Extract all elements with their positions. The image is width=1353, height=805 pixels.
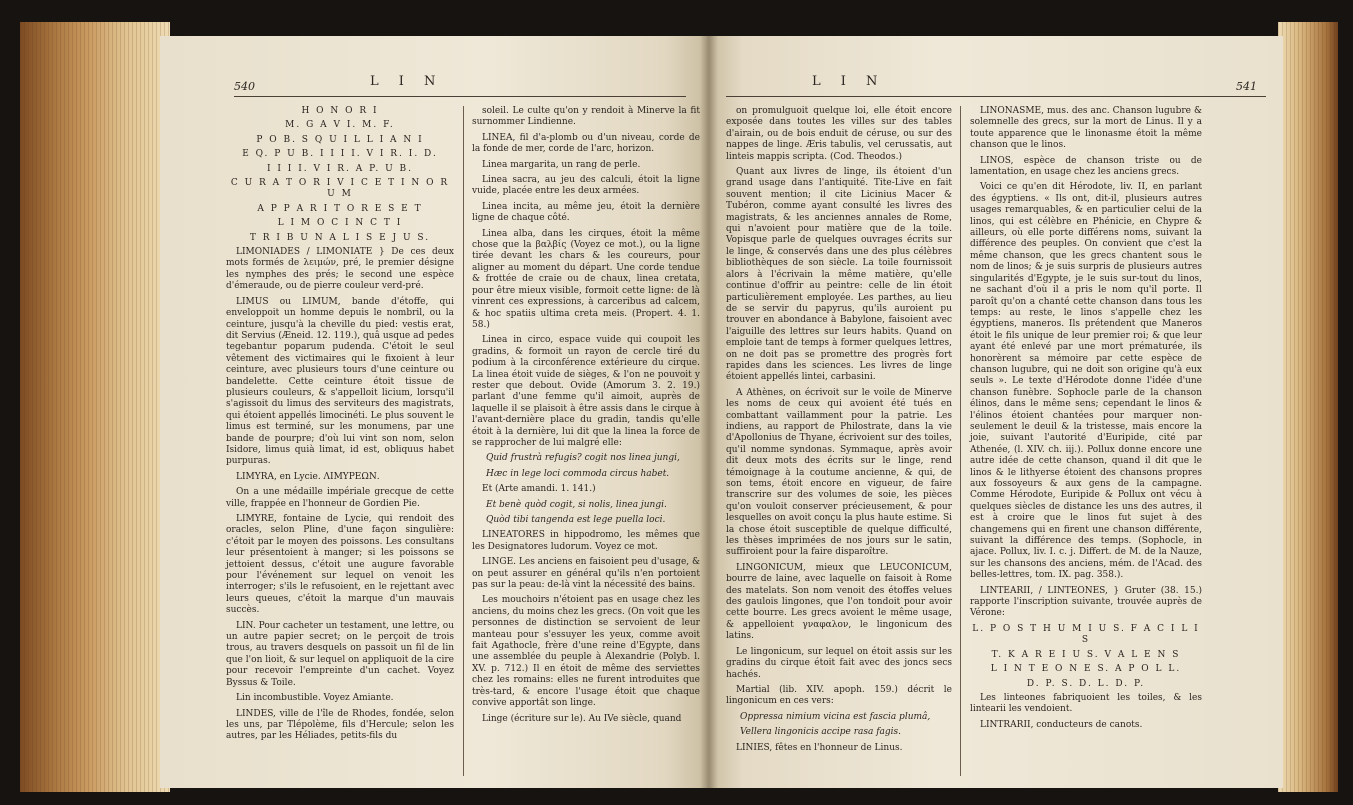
- column-1: [726, 106, 952, 758]
- left-page-edges: [20, 22, 170, 792]
- paragraph: LINTEARII, / LINTEONES, } Gruter (38. 15.) rapporte l'inscription suivante, trouvée auprès de Vérone:: [970, 585, 1202, 619]
- inscription-line: C U R A T O R I V I C E T I N O R U M: [230, 178, 450, 200]
- paragraph: Voici ce qu'en dit Hérodote, liv. II, en parlant des égyptiens. « Ils ont, dit-il, plusieurs autres usages remarquables, & en particulier celui de la linos, qui est célèbre en Phénicie, en Chypre & ailleurs, où elle porte différens noms, suivant la différence des peuples. On convient que c'est la même chanson, que les grecs chantent sous le nom de linos; & je suis surpris de plusieurs autres singularités d'Egypte, je le suis sur-tout du linos, ne sachant d'où il a pris le nom qu'il porte. Il paroît qu'on a chanté cette chanson dans tous les temps: au reste, le linos s'appelle chez les égyptiens, maneros. Ils prétendent que Maneros étoit le fils unique de leur premier roi; & que leur ayant été enlevé par une mort prématurée, ils honorèrent sa mémoire par cette espèce de chanson lugubre, qui ne doit son origine qu'à eux seuls ». Le texte d'Hérodote donne l'idée d'une chanson funèbre. Sophocle parle de la chanson élinos, dans le même sens; cependant le linos & l'élinos étoient chantées pour marquer non-seulement le deuil & la tristesse, mais encore la joie, suivant l'autorité d'Euripide, cité par Athenée, (l. XIV. ch. iij.). Pollux donne encore une autre idée de cette chanson, quand il dit que le linos & le lithyerse étoient des chansons propres aux fossoyeurs & aux gens de la campagne. Comme Hérodote, Euripide & Pollux ont vécu à quelques siècles de distance les uns des autres, il est à croire que le linos fut sujet à des changemens qui en firent une chanson différente, suivant la différence des temps. (Sophocle, in ajace. Pollux, liv. I. c. j. Differt. de M. de la Nauze, sur les chansons des anciens, mém. de l'Acad. des belles-lettres, tom. IX. pag. 358.).: [970, 182, 1202, 581]
- paragraph: Linea sacra, au jeu des calculi, étoit la ligne vuide, placée entre les deux armées.: [472, 175, 700, 197]
- inscription-line: P O B. S Q U I L L I A N I: [256, 134, 424, 145]
- paragraph: LINONASME, mus. des anc. Chanson lugubre & solemnelle des grecs, sur la mort de Linus. Il y a toute apparence que le linonasme étoit la même chanson que le linos.: [970, 106, 1202, 151]
- paragraph: Lin incombustible. Voyez Amiante.: [236, 693, 394, 704]
- paragraph: Et (Arte amandi. 1. 141.): [482, 484, 596, 495]
- paragraph: Quant aux livres de linge, ils étoient d'un grand usage dans l'antiquité. Tite-Live en fait souvent mention; il cite Licinius Macer & Tubéron, comme ayant consulté les livres des magistrats, & les anciennes annales de Rome, qui n'avoient pour matière que de la toile. Vopisque parle de quelques ouvrages écrits sur le linge, & conservés dans une des plus célèbres bibliothèques de son siècle. La toile fournissoit alors à l'écrivain la même matière, qu'elle continue d'offrir au peintre: celle de lin étoit particulièrement employée. Les parthes, au lieu de se servir du papyrus, qu'ils auroient pu trouver en abondance à Babylone, faisoient avec l'aiguille des lettres sur leurs habits. Quand on emploie tant de temps à former quelques lettres, on ne doit pas se promettre des progrès fort rapides dans les sciences. Les livres de linge étoient appellés lintei, carbasini.: [726, 167, 952, 383]
- book-gutter: [700, 36, 718, 788]
- verse-line: Et benè quòd cogit, si nolis, linea jungi.: [486, 499, 667, 510]
- paragraph: On a une médaille impériale grecque de cette ville, frappée en l'honneur de Gordien Pie.: [226, 487, 454, 509]
- column-divider: [960, 106, 961, 776]
- column-2: [472, 106, 700, 729]
- page-number: 541: [1236, 80, 1257, 93]
- inscription-line: M. G A V I. M. F.: [285, 120, 395, 131]
- paragraph: LIN. Pour cacheter un testament, une lettre, ou un autre papier secret; on le perçoit de trois trous, au travers desquels on passoit un fil de lin que l'on lioit, & sur lequel on appliquoit de la cire pour recevoir l'empreinte d'un cachet. Voyez Byssus & Toile.: [226, 620, 454, 688]
- paragraph: Le lingonicum, sur lequel on étoit assis sur les gradins du cirque étoit fait avec des joncs secs hachés.: [726, 646, 952, 680]
- paragraph: LINOS, espèce de chanson triste ou de lamentation, en usage chez les anciens grecs.: [970, 155, 1202, 178]
- inscription-line: H O N O R I: [301, 106, 379, 116]
- paragraph: on promulguoit quelque loi, elle étoit encore exposée dans toutes les villes sur des tables d'airain, ou de bois enduit de céruse, ou sur des nappes de linge. Æris tabulis, vel cerussatis, aut linteis mappis scripta. (Cod. Theodos.): [726, 106, 952, 162]
- paragraph: LINGONICUM, mieux que LEUCONICUM, bourre de laine, avec laquelle on faisoit à Rome des matelats. Son nom venoit des étoffes velues des gaulois lingones, que l'on tondoit pour avoir cette bourre. Les grecs avoient le même usage, & appelloient γναφαλον, le lingonicum des latins.: [726, 562, 952, 642]
- column-divider: [463, 106, 464, 776]
- inscription-line: L I M O C I N C T I: [277, 218, 403, 229]
- inscription-line: T R I B U N A L I S E J U S.: [249, 232, 431, 243]
- verse-line: Quòd tibi tangenda est lege puella loci.: [486, 515, 666, 525]
- paragraph: LINGE. Les anciens en faisoient peu d'usage, & on peut assurer en général qu'ils n'en portoient pas sur la peau: de-là vint la nécessité des bains.: [472, 557, 701, 591]
- paragraph: LIMYRE, fontaine de Lycie, qui rendoit des oracles, selon Pline, d'une façon singulière: c'étoit par le moyen des poissons. Les consultans leur présentoient à manger; si les poissons se jettoient dessus, c'étoit une augure favorable pour l'événement sur lequel on venoit les interroger; s'ils le refusoient, en le rejettant avec leurs queues, c'étoit la marque d'un mauvais succès.: [226, 514, 454, 616]
- inscription-line: L I N T E O N E S. A P O L L.: [990, 664, 1182, 675]
- paragraph: Linea alba, dans les cirques, étoit la même chose que la βαλβίς (Voyez ce mot.), ou la ligne tirée devant les chars & les coureurs, pour aligner au moment du départ. Une corde tendue & frottée de craie ou de chaux, linea cretata, pour être mieux visible, formoit cette ligne: de là vinrent ces expressions, à carceribus ad calcem, & hoc spatiis ultima creta meis. (Propert. 4. 1. 58.): [472, 228, 700, 330]
- column-1: [226, 106, 454, 747]
- verse-line: Quid frustrà refugis? cogit nos linea jungi,: [486, 453, 680, 464]
- verse-line: Oppressa nimium vicina est fascia plumâ,: [740, 711, 931, 722]
- running-head: L I N: [812, 74, 886, 89]
- header-rule: [234, 96, 686, 97]
- inscription-line: A P P A R I T O R E S E T: [257, 203, 423, 214]
- paragraph: Martial (lib. XIV. apoph. 159.) décrit le lingonicum en ces vers:: [726, 684, 952, 707]
- right-page: [708, 36, 1283, 788]
- inscription-line: E Q. P U B. I I I I. V I R. I. D.: [242, 149, 438, 160]
- left-page: [160, 36, 708, 788]
- running-head: L I N: [370, 74, 444, 89]
- paragraph: LINEATORES in hippodromo, les mêmes que les Designatores ludorum. Voyez ce mot.: [472, 530, 700, 552]
- page-number: 540: [234, 80, 255, 93]
- inscription-line: L. P O S T H U M I U S. F A C I L I S: [972, 623, 1200, 646]
- paragraph: LINDES, ville de l'île de Rhodes, fondée, selon les uns, par Tlépolème, fils d'Hercule; selon les autres, par les Héliades, petits-fils du: [226, 708, 454, 742]
- paragraph: LINIES, fêtes en l'honneur de Linus.: [736, 742, 903, 753]
- paragraph: Linge (écriture sur le). Au IVe siècle, quand: [482, 713, 682, 724]
- header-rule: [726, 96, 1266, 97]
- paragraph: Linea incita, au même jeu, étoit la dernière ligne de chaque côté.: [472, 201, 700, 224]
- paragraph: LINTRARII, conducteurs de canots.: [980, 719, 1143, 730]
- paragraph: Linea in circo, espace vuide qui coupoit les gradins, & formoit un rayon de cercle tiré du podium à la circonférence extérieure du cirque. La linea étoit vuide de sièges, & l'on ne pouvoit y rester que debout. Ovide (Amorum 3. 2. 19.) parlant d'une femme qu'il aimoit, auprès de laquelle il se plaisoit à être assis dans le cirque à l'avant-dernière place du gradin, tandis qu'elle étoit à la dernière, lui dit que la linea la force de se rapprocher de lui malgré elle:: [472, 335, 700, 448]
- verse-line: Vellera lingonicis accipe rasa fagis.: [740, 727, 902, 738]
- inscription-line: T. K A R E I U S. V A L E N S: [991, 649, 1181, 660]
- open-book: [20, 14, 1338, 796]
- inscription-line: D. P. S. D. L. D. P.: [1026, 678, 1146, 689]
- verse-line: Hæc in lege loci commoda circus habet.: [486, 468, 670, 479]
- column-2: [970, 106, 1202, 735]
- paragraph: LINEA, fil d'a-plomb ou d'un niveau, corde de la fonde de mer, corde de l'arc, horizon.: [472, 132, 700, 155]
- paragraph: soleil. Le culte qu'on y rendoit à Minerve la fit surnommer Lindienne.: [472, 106, 700, 128]
- paragraph: LIMONIADES / LIMONIATE } De ces deux mots formés de λειμών, pré, le premier désigne les nymphes des prés; le second une espèce d'émeraude, ou de pierre couleur verd-pré.: [226, 247, 454, 292]
- paragraph: Linea margarita, un rang de perle.: [482, 159, 641, 170]
- paragraph: Les mouchoirs n'étoient pas en usage chez les anciens, du moins chez les grecs. (On voit que les personnes de distinction se servoient de leur manteau pour s'essuyer les yeux, comme avoit fait Agathocle, frère d'une reine d'Egypte, dans une assemblée du peuple à Alexandrie (Polyb. l. XV. p. 712.) Il en étoit de même des serviettes chez les romains: elles ne furent introduites que très-tard, & encore l'usage étoit que chaque convive apportât son linge.: [472, 595, 700, 709]
- paragraph: Les linteones fabriquoient les toiles, & les lintearii les vendoient.: [970, 692, 1202, 715]
- right-page-edges: [1278, 22, 1338, 792]
- paragraph: LIMYRA, en Lycie. ΛΙΜΥΡΕΩΝ.: [236, 471, 380, 482]
- inscription-line: I I I I. V I R. A P. U B.: [266, 163, 414, 174]
- paragraph: LIMUS ou LIMUM, bande d'étoffe, qui enveloppoit un homme depuis le nombril, ou la ceinture, jusqu'à la cheville du pied: vestis erat, dit Servius (Æneid. 12. 119.), quâ usque ad pedes tegebantur poparum pudenda. C'étoit le seul vêtement des victimaires qui le fixoient à leur ceinture, avec plusieurs tours d'une ceinture ou bandelette. Cette ceinture étoit tissue de plusieurs couleurs, & s'appelloit licium, lorsqu'il s'agissoit du limus des serviteurs des magistrats, qui étoient appellés limocinéti. Le plus souvent le limus est terminé, sur les monumens, par une bande de pourpre; d'où lui vint son nom, selon Isidore, limus quià limat, id est, obliquus habet purpuras.: [226, 296, 454, 467]
- paragraph: A Athènes, on écrivoit sur le voile de Minerve les noms de ceux qui avoient été tués en combattant vaillamment pour la patrie. Les indiens, au rapport de Philostrate, dans la vie d'Apollonius de Thyane, écrivoient sur des toiles, qu'il nomme syndonas. Symmaque, après avoir dit deux mots des écrits sur le linge, rend témoignage à la coutume ancienne, & qui, de son tems, étoit encore en vigueur, de faire transcrire sur des volumes de soie, les pièces qu'on vouloit conserver précieusement, & pour lesquelles on avoit conçu la plus haute estime. Si la chose étoit susceptible de quelque difficulté, les thèses imprimées de nos jours sur le satin, suffiroient pour la faire disparoître.: [726, 387, 952, 558]
